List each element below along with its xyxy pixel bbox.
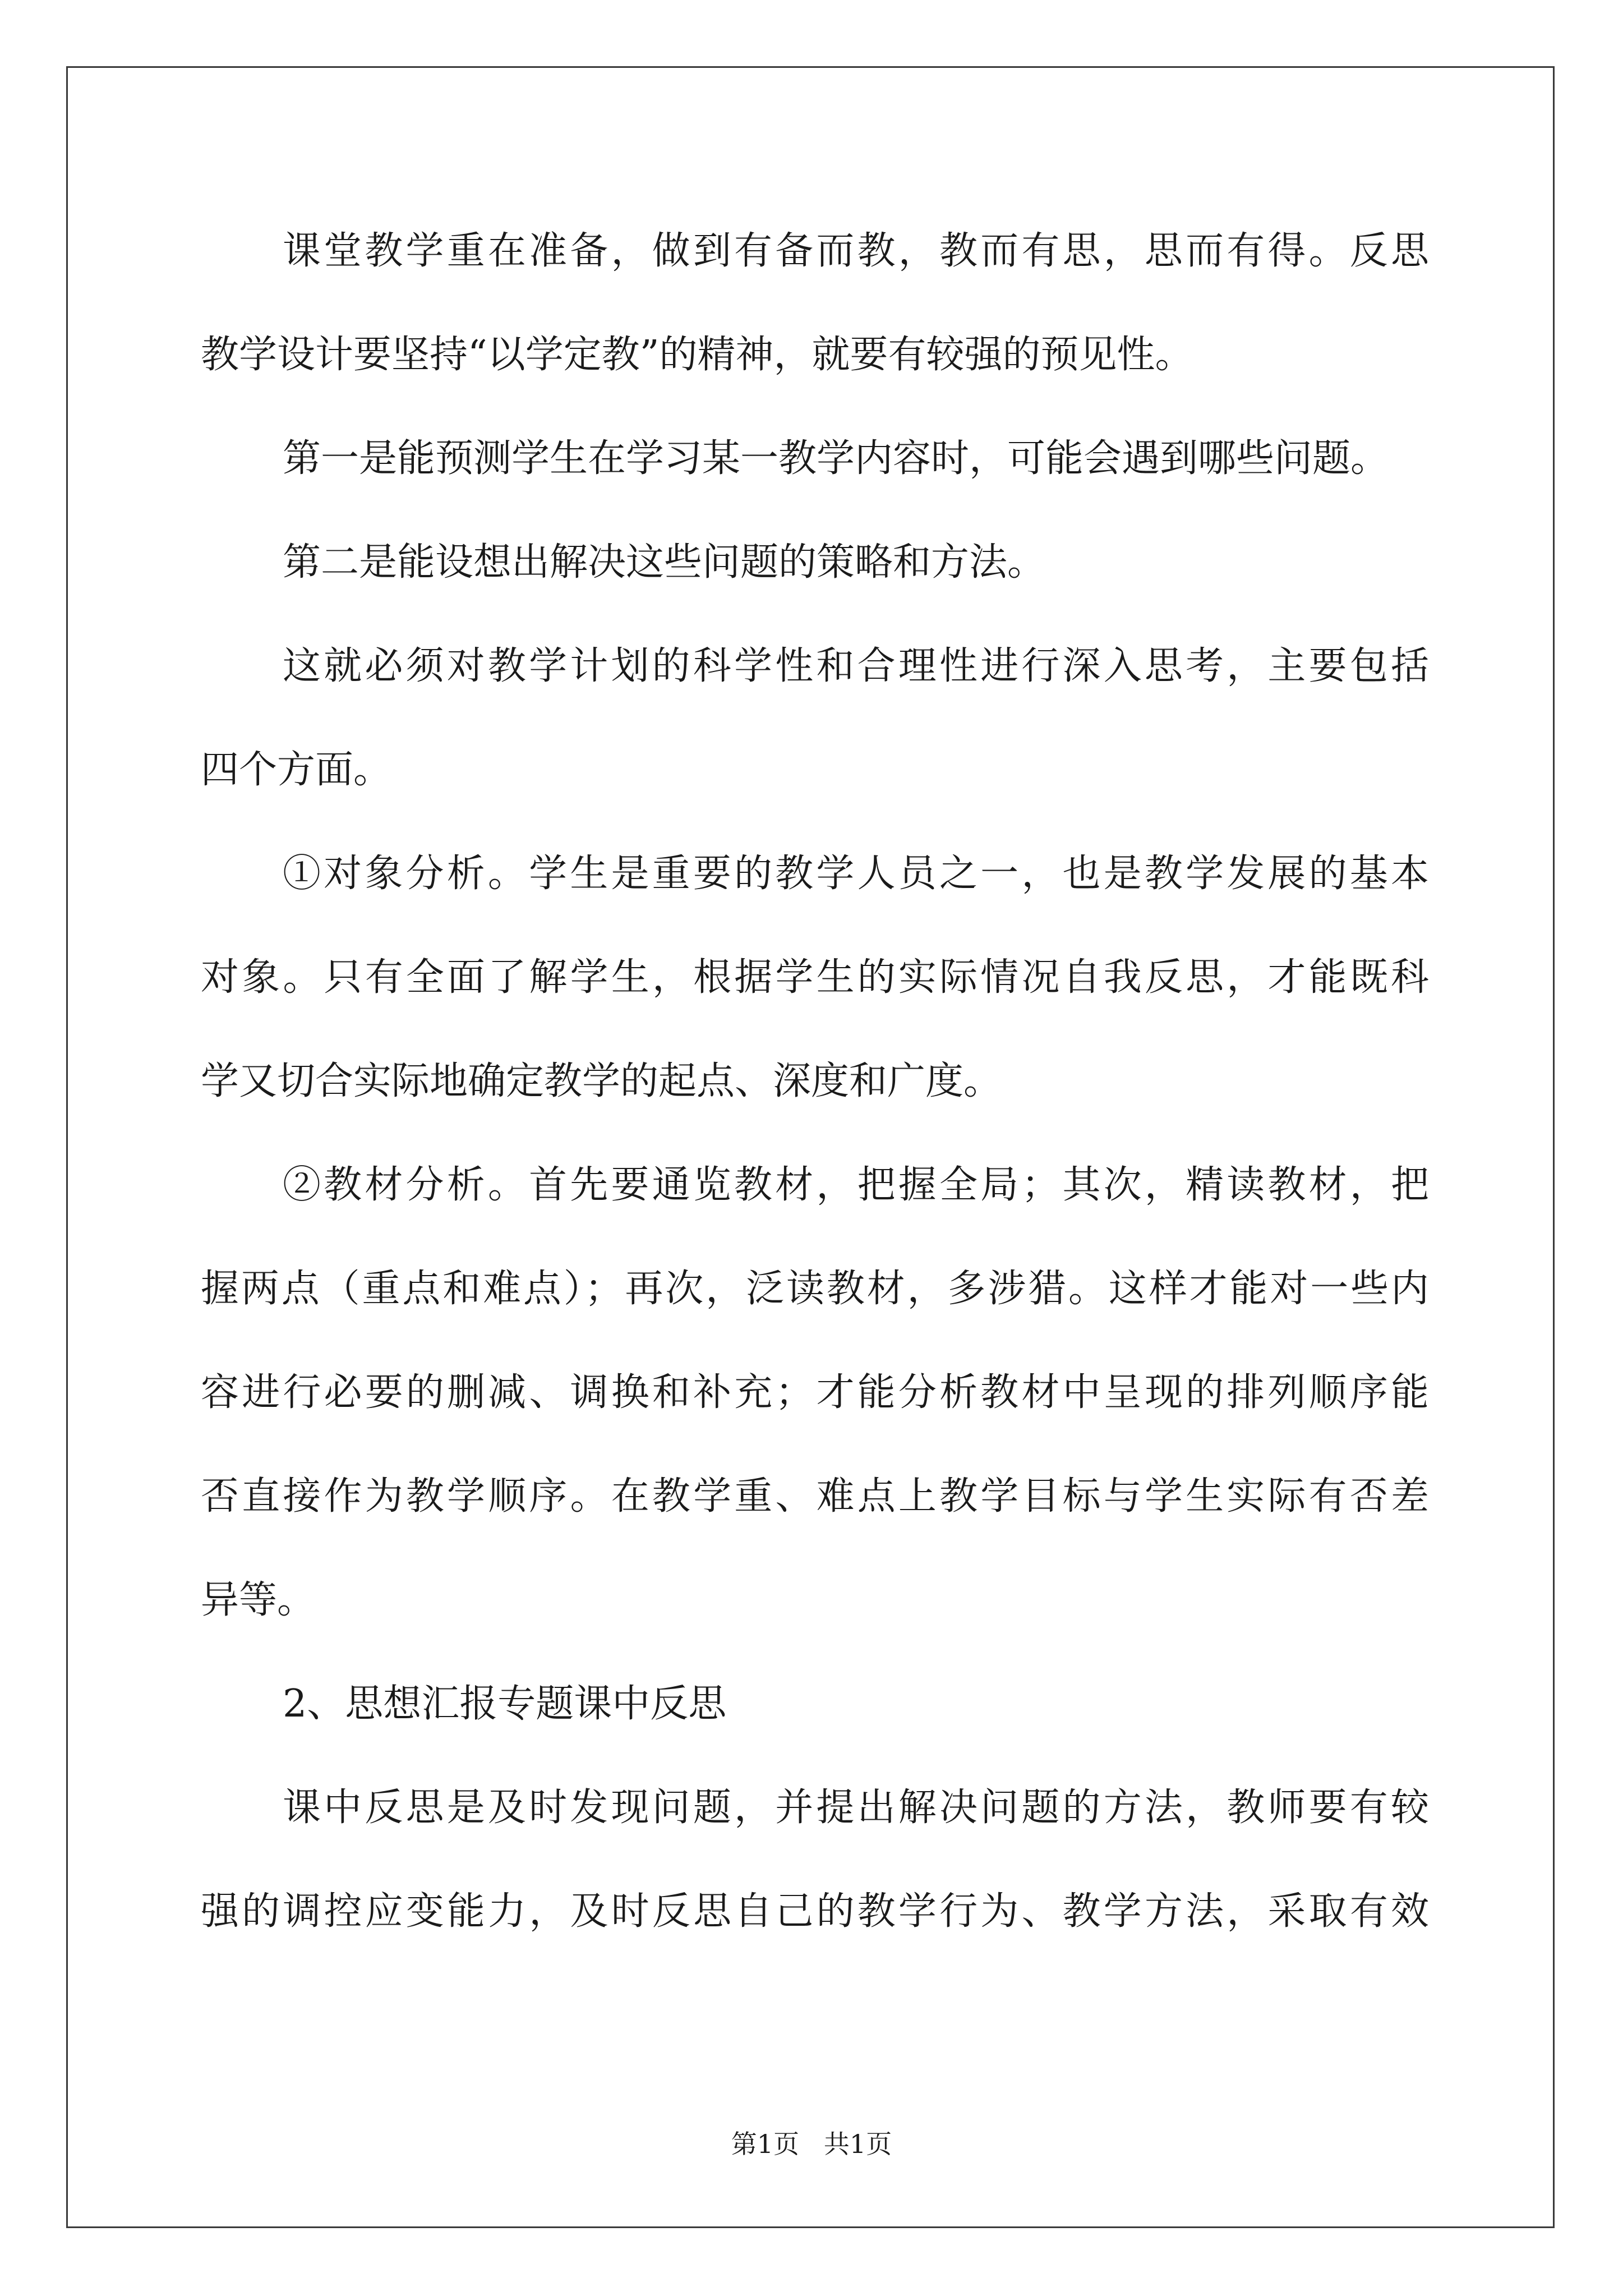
paragraph-line: ①对象分析。学生是重要的教学人员之一，也是教学发展的基本 xyxy=(283,852,1429,896)
paragraph-line: 第二是能设想出解决这些问题的策略和方法。 xyxy=(283,540,1046,585)
paragraph-line: 否直接作为教学顺序。在教学重、难点上教学目标与学生实际有否差 xyxy=(201,1474,1429,1519)
paragraph-line: 异等。 xyxy=(201,1578,316,1622)
paragraph-line: 学又切合实际地确定教学的起点、深度和广度。 xyxy=(201,1059,1002,1103)
paragraph-line: 强的调控应变能力，及时反思自己的教学行为、教学方法，采取有效 xyxy=(201,1889,1429,1934)
page-footer: 第1页 共1页 xyxy=(731,2129,892,2159)
paragraph-line: ②教材分析。首先要通览教材，把握全局；其次，精读教材，把 xyxy=(283,1163,1429,1207)
section-heading: 2、思想汇报专题课中反思 xyxy=(283,1682,727,1726)
paragraph-line: 课中反思是及时发现问题，并提出解决问题的方法，教师要有较 xyxy=(283,1786,1429,1830)
document-body xyxy=(201,223,1429,1987)
paragraph-line: 四个方面。 xyxy=(201,748,392,792)
paragraph-line: 对象。只有全面了解学生，根据学生的实际情况自我反思，才能既科 xyxy=(201,955,1429,1000)
paragraph-line: 容进行必要的删减、调换和补充；才能分析教材中呈现的排列顺序能 xyxy=(201,1370,1429,1415)
paragraph-line: 这就必须对教学计划的科学性和合理性进行深入思考，主要包括 xyxy=(283,644,1429,688)
paragraph-line: 第一是能预测学生在学习某一教学内容时，可能会遇到哪些问题。 xyxy=(283,436,1389,481)
paragraph-line: 握两点（重点和难点）；再次，泛读教材，多涉猎。这样才能对一些内 xyxy=(201,1267,1429,1311)
paragraph-line: 课堂教学重在准备，做到有备而教，教而有思，思而有得。反思 xyxy=(283,229,1429,273)
paragraph-line: 教学设计要坚持“以学定教”的精神，就要有较强的预见性。 xyxy=(201,333,1193,377)
